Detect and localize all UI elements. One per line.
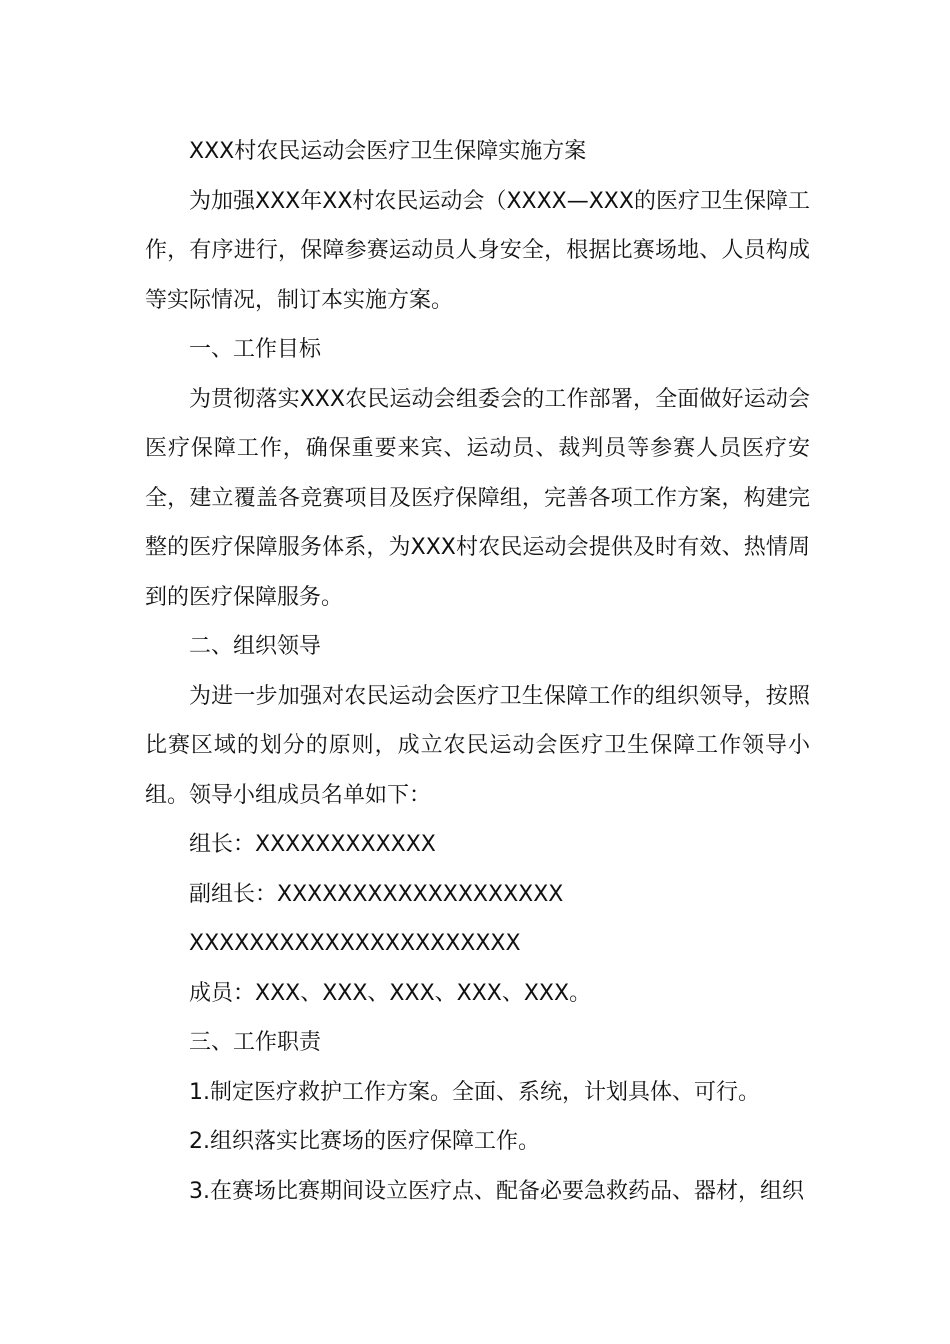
deputy-leader-line: 副组长：XXXXXXXXXXXXXXXXXXX	[189, 881, 564, 907]
duty-item-2: 2.组织落实比赛场的医疗保障工作。	[189, 1129, 540, 1154]
leader-line: 组长：XXXXXXXXXXXX	[189, 832, 436, 857]
organization-paragraph: 为进一步加强对农民运动会医疗卫生保障工作的组织领导，按照比赛区域的划分的原则，成立农民运动会医疗卫生保障工作领导小组。领导小组成员名单如下：	[145, 683, 810, 808]
duty-item-3: 3.在赛场比赛期间设立医疗点、配备必要急救药品、器材，组织	[189, 1178, 804, 1204]
document-body	[145, 127, 810, 1216]
goals-paragraph: 为贯彻落实XXX农民运动会组委会的工作部署，全面做好运动会医疗保障工作，确保重要来宾、运动员、裁判员等参赛人员医疗安全，建立覆盖各竞赛项目及医疗保障组，完善各项工作方案，构建完整的医疗保障服务体系，为XXX村农民运动会提供及时有效、热情周到的医疗保障服务。	[145, 386, 810, 610]
intro-paragraph: 为加强XXX年XX村农民运动会（XXXX—XXX的医疗卫生保障工作，有序进行，保障参赛运动员人身安全，根据比赛场地、人员构成等实际情况，制订本实施方案。	[145, 188, 810, 313]
document-title: XXX村农民运动会医疗卫生保障实施方案	[189, 139, 587, 164]
section-heading-goals: 一、工作目标	[189, 337, 322, 362]
deputy-leader-continued-line: XXXXXXXXXXXXXXXXXXXXXX	[189, 931, 521, 956]
section-heading-duties: 三、工作职责	[189, 1030, 322, 1055]
members-line: 成员：XXX、XXX、XXX、XXX、XXX。	[189, 980, 592, 1006]
section-heading-organization: 二、组织领导	[189, 634, 322, 659]
duty-item-1: 1.制定医疗救护工作方案。全面、系统，计划具体、可行。	[189, 1079, 760, 1105]
